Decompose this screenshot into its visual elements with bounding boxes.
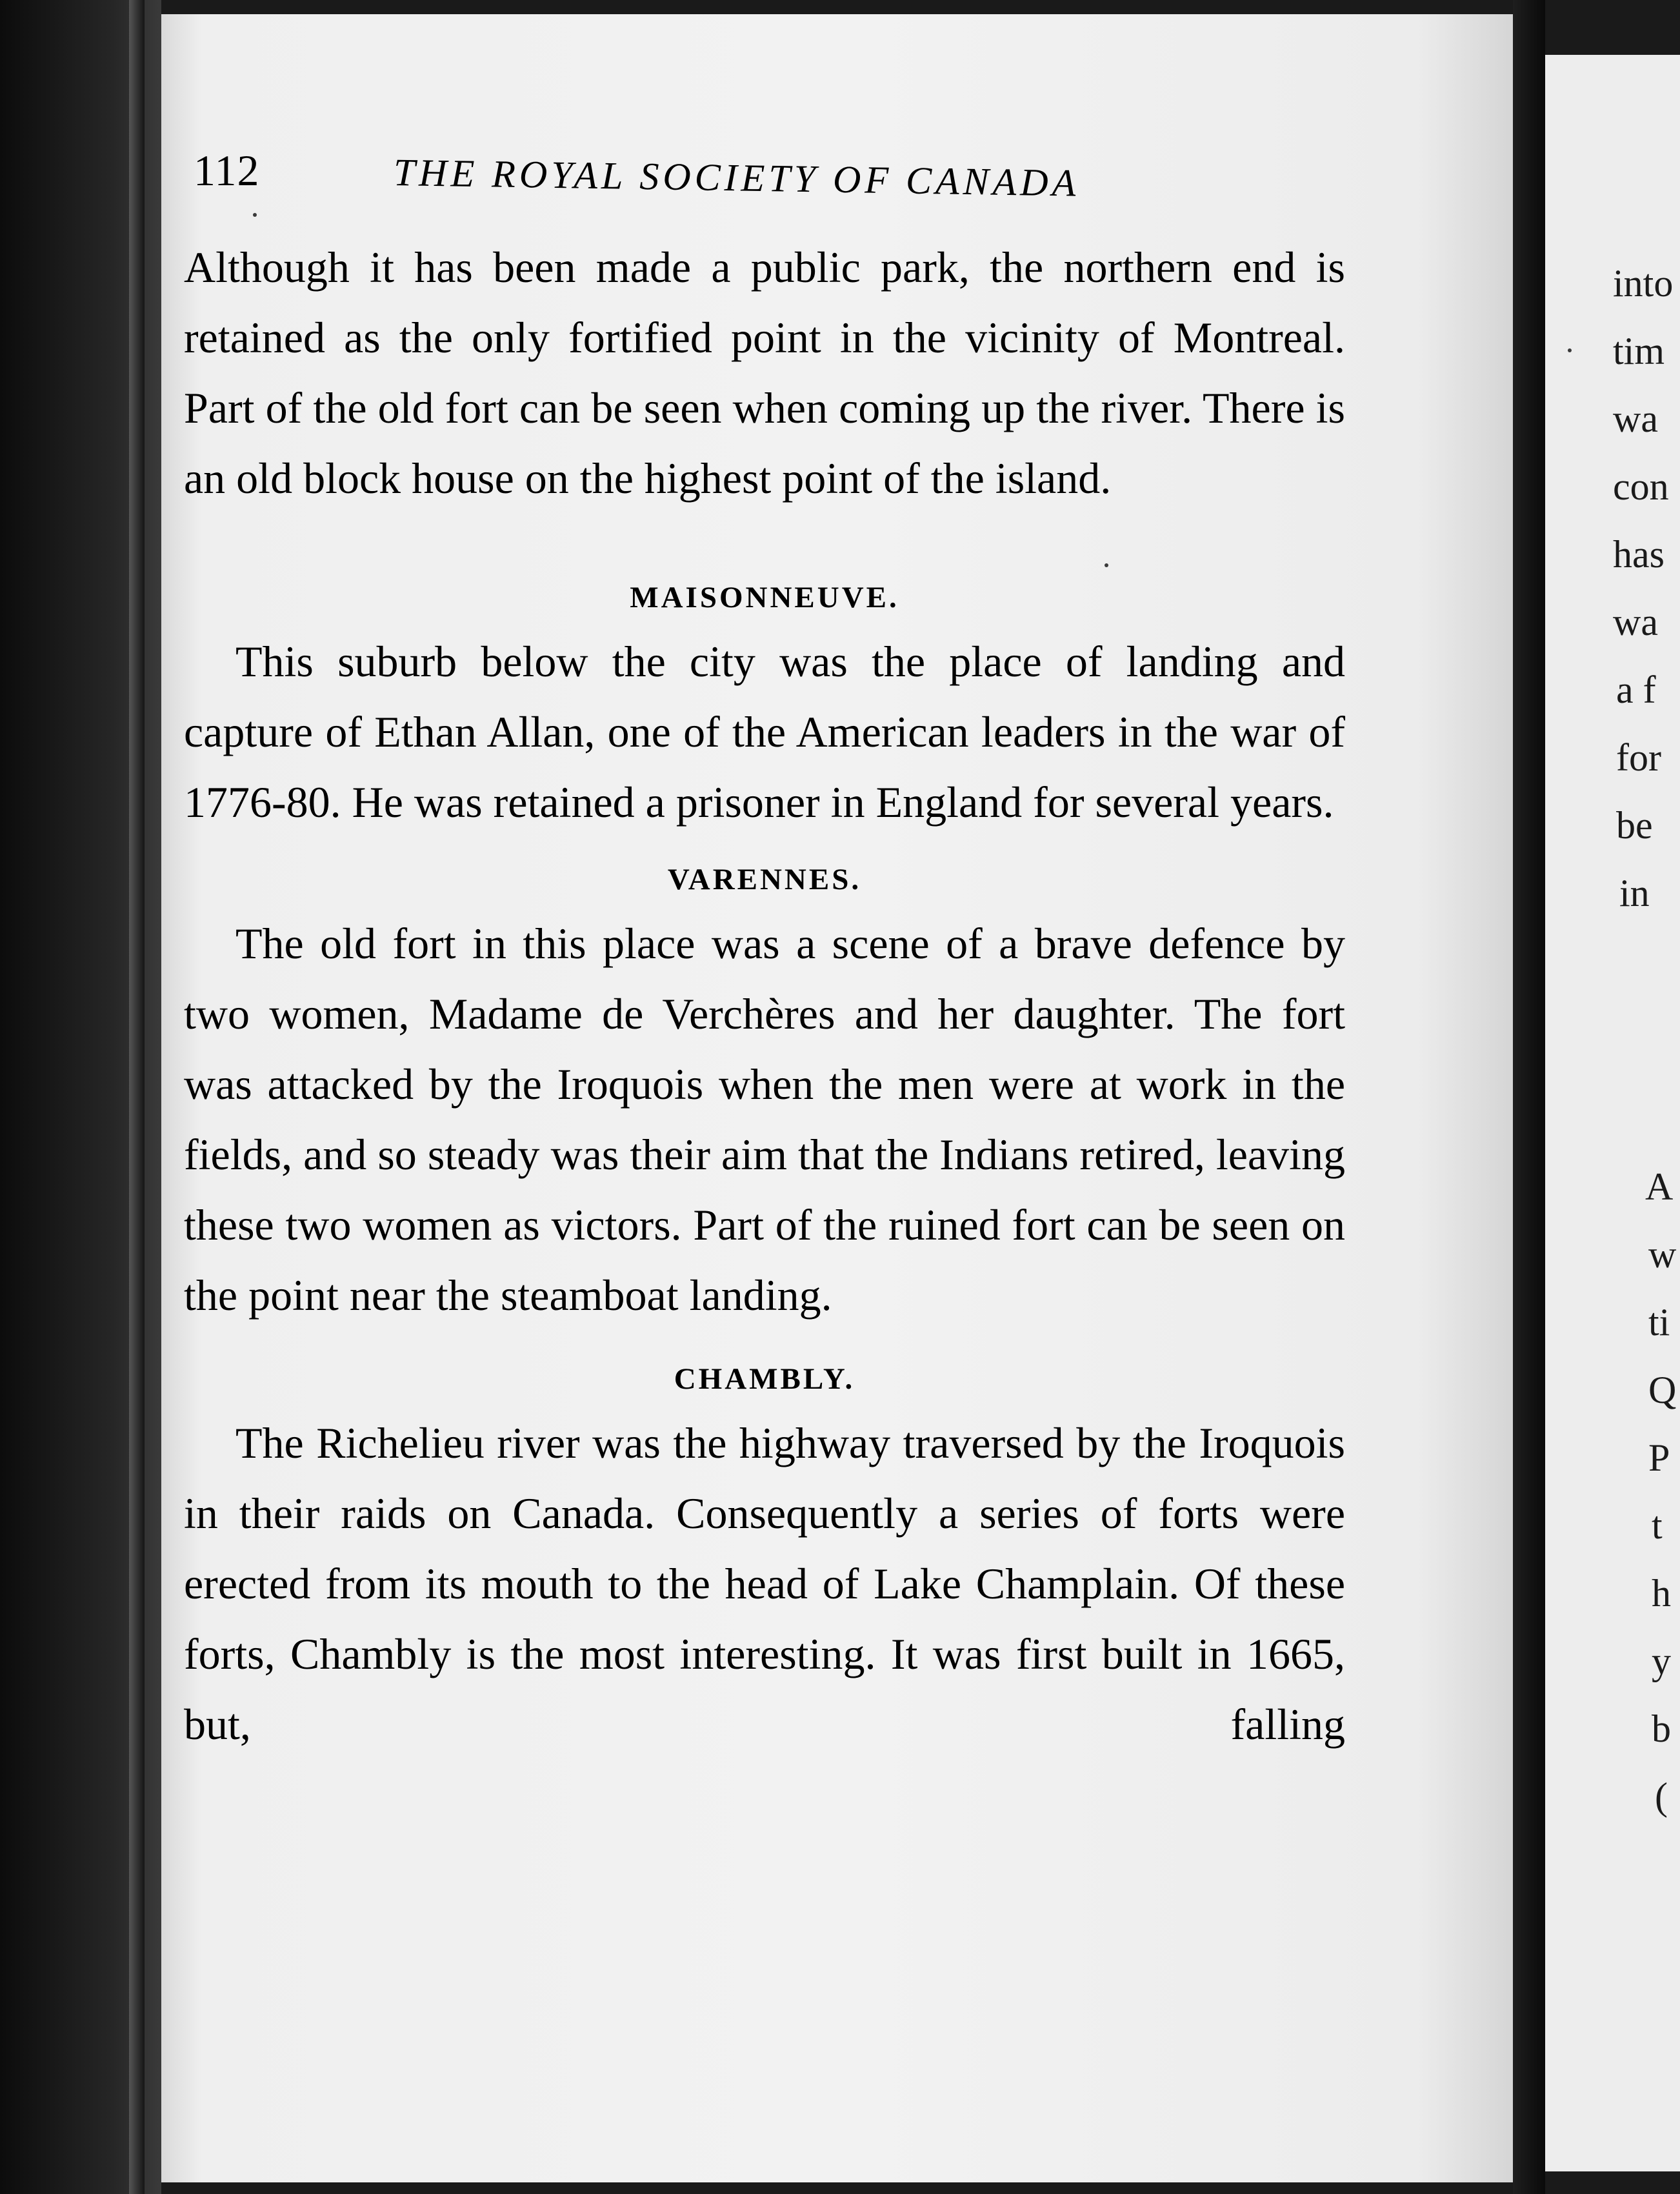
text-line: most interesting. It was first built in 1665, but, falling: [184, 1629, 1345, 1749]
paragraph-varennes: [184, 909, 1345, 1331]
text-line: of Montreal. Part of the old fort can be seen when: [184, 313, 1346, 432]
paragraph-maisonneuve: [184, 627, 1345, 838]
facing-line: wa: [1613, 601, 1658, 643]
text-line: the highest point of the island.: [579, 454, 1112, 503]
facing-line: A: [1645, 1165, 1674, 1208]
text-line: This suburb below the city was the place of landing: [235, 637, 1258, 686]
text-line: Although it has been made a public park, the northern: [184, 243, 1212, 292]
facing-line: a f: [1616, 669, 1656, 711]
text-line: their aim that the Indians retired, leaving these two: [184, 1130, 1345, 1249]
facing-line: h: [1652, 1572, 1671, 1615]
facing-line: con: [1613, 465, 1669, 508]
scan-speck: [253, 213, 257, 217]
text-line: women as victors. Part of the ruined fort can be seen: [363, 1200, 1290, 1249]
text-line: series of forts were erected from its mouth to the head: [184, 1489, 1346, 1608]
text-line: The old fort in this place was a scene of a brave: [235, 919, 1132, 968]
facing-line: y: [1652, 1640, 1671, 1682]
section-heading-varennes: VARENNES.: [667, 863, 862, 896]
book-spine-edge: [129, 0, 145, 2194]
text-line: of Lake Champlain. Of these forts, Chambly is the: [184, 1559, 1346, 1678]
page-number: 112: [194, 146, 260, 195]
facing-line: w: [1648, 1233, 1677, 1276]
intro-paragraph: [184, 232, 1345, 514]
text-line: Iroquois in their raids on Canada. Consequently a: [184, 1418, 1346, 1538]
text-line: on the point near the steamboat landing.: [184, 1200, 1346, 1320]
text-line: daughter. The fort was attacked by the Iroquois when: [184, 989, 1346, 1109]
text-line: and capture of Ethan Allan, one of the American: [184, 637, 1345, 756]
text-line: coming up the river. There is an old block house on: [184, 383, 1345, 503]
facing-line: P: [1648, 1436, 1670, 1479]
running-title: THE ROYAL SOCIETY OF CANADA: [393, 151, 1080, 205]
page-body: [184, 232, 1345, 1760]
section-heading-maisonneuve: MAISONNEUVE.: [630, 581, 899, 614]
book-edge: [0, 0, 161, 2194]
section-heading-chambly: CHAMBLY.: [674, 1362, 855, 1396]
facing-line: wa: [1613, 398, 1658, 440]
facing-line: b: [1652, 1707, 1671, 1750]
facing-line: Q: [1648, 1369, 1677, 1411]
scan-speck: [1105, 563, 1108, 567]
facing-line: tim: [1613, 330, 1665, 372]
scan-speck: [1568, 348, 1572, 352]
facing-line: be: [1616, 804, 1653, 847]
facing-line: ti: [1648, 1301, 1670, 1344]
book-gutter: [1513, 0, 1545, 2194]
facing-line: into: [1613, 262, 1674, 305]
facing-line: (: [1655, 1775, 1668, 1818]
text-line: defence by two women, Madame de Verchères and her: [184, 919, 1345, 1038]
facing-page: [1545, 55, 1680, 2171]
facing-line: has: [1613, 533, 1665, 576]
text-line: the men were at work in the fields, and so steady was: [184, 1060, 1345, 1179]
facing-line: in: [1619, 872, 1650, 914]
text-line: The Richelieu river was the highway traversed by the: [235, 1418, 1186, 1467]
text-line: prisoner in England for several years.: [675, 778, 1334, 827]
facing-line: t: [1652, 1504, 1663, 1547]
facing-line: for: [1616, 736, 1661, 779]
text-line: leaders in the war of 1776-80. He was retained a: [184, 707, 1346, 827]
text-line: end is retained as the only fortified point in the vicinity: [184, 243, 1345, 362]
running-head: [194, 145, 1323, 210]
paragraph-chambly: [184, 1408, 1345, 1760]
